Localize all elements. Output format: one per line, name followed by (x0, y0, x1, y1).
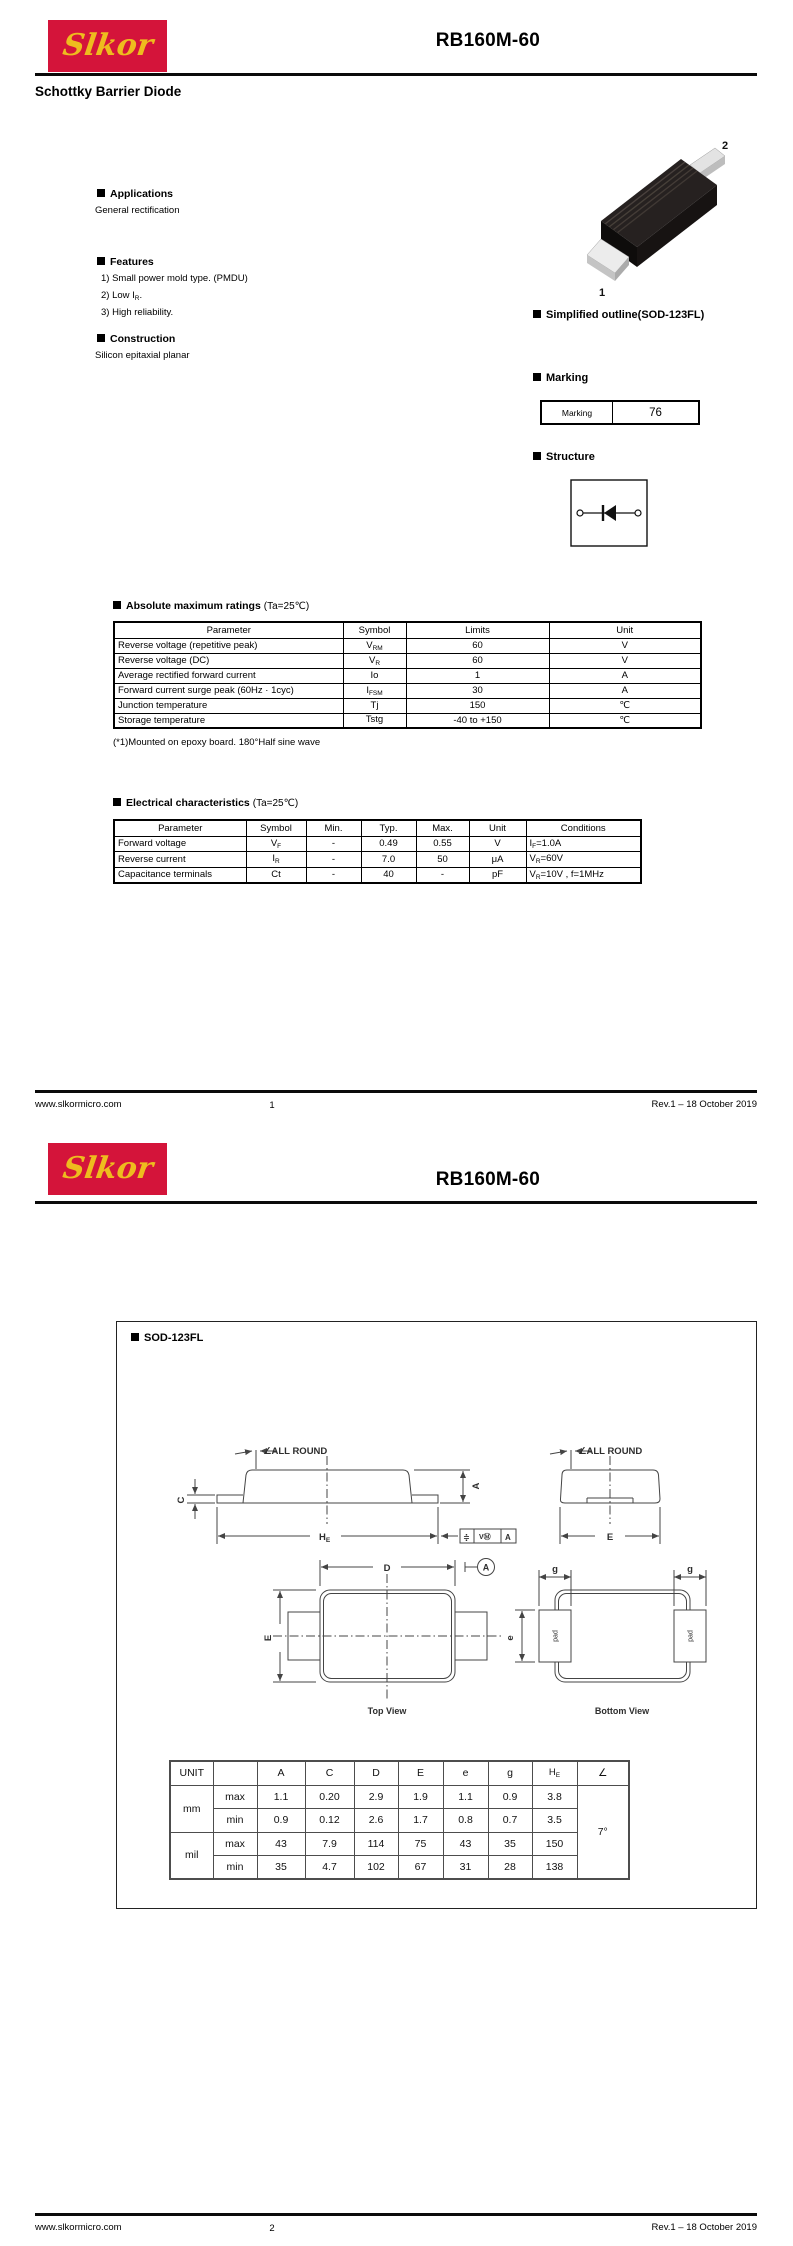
dimension-table (169, 1760, 630, 1880)
value-cell: 43 (443, 1832, 488, 1856)
table-row (114, 638, 701, 653)
limits-cell: 60 (406, 638, 549, 653)
parameter-cell: Storage temperature (114, 713, 343, 728)
page-2 (0, 1123, 793, 2246)
applications-heading: Applications (97, 188, 173, 200)
angle-value-cell: 7° (577, 1785, 629, 1879)
table-header-row (170, 1761, 629, 1785)
col-symbol: Symbol (246, 820, 306, 836)
elec-condition: (Ta=25℃) (252, 798, 299, 809)
blank-header (213, 1761, 257, 1785)
col-g: g (488, 1761, 532, 1785)
fcf-datum: A (505, 1533, 511, 1542)
col-angle: ∠ (577, 1761, 629, 1785)
value-cell: 1.1 (443, 1785, 488, 1809)
elec-table (113, 819, 642, 884)
table-row (114, 683, 701, 698)
section-bullet (533, 452, 541, 460)
value-cell: 1.1 (257, 1785, 305, 1809)
table-row (114, 713, 701, 728)
symbol-cell: $I_{FSM}$ (343, 683, 406, 698)
conditions-cell: $V_R=60V$ (526, 852, 641, 868)
value-cell: 0.12 (305, 1809, 354, 1833)
feature-item-1: 1) Small power mold type. (PMDU) (101, 273, 248, 284)
table-row (114, 852, 641, 868)
feature-item-3: 3) High reliability. (101, 307, 174, 318)
top-view-caption: Top View (367, 1706, 407, 1716)
value-cell: 150 (532, 1832, 577, 1856)
limits-cell: 30 (406, 683, 549, 698)
symbol-cell: Tj (343, 698, 406, 713)
value-cell: 138 (532, 1856, 577, 1880)
elec-heading: Electrical characteristics (Ta=25℃) (113, 797, 298, 809)
marking-heading: Marking (533, 372, 588, 384)
min-label-cell: min (213, 1809, 257, 1833)
unit-cell: V (549, 638, 701, 653)
fcf-tolerance: VⓂ (479, 1534, 491, 1541)
brand-logo-text: Slkor (60, 28, 155, 63)
symbol-cell: Tstg (343, 713, 406, 728)
brand-logo (48, 1143, 167, 1195)
dim-g-label: g (687, 1564, 693, 1575)
value-cell: 67 (398, 1856, 443, 1880)
value-cell: 0.7 (488, 1809, 532, 1833)
min-label-cell: min (213, 1856, 257, 1880)
all-round-note: ∠ALL ROUND (578, 1446, 643, 1457)
unit-cell: V (469, 836, 526, 852)
max-label-cell: max (213, 1785, 257, 1809)
section-bullet (97, 189, 105, 197)
value-cell: 28 (488, 1856, 532, 1880)
package-photo (583, 133, 733, 303)
section-bullet (97, 257, 105, 265)
document-subtitle: Schottky Barrier Diode (35, 84, 182, 99)
marking-value-cell: 76 (613, 401, 700, 424)
parameter-cell: Junction temperature (114, 698, 343, 713)
construction-body: Silicon epitaxial planar (95, 350, 190, 361)
value-cell: 3.8 (532, 1785, 577, 1809)
value-cell: 2.9 (354, 1785, 398, 1809)
max-cell: - (416, 867, 469, 883)
col-A: A (257, 1761, 305, 1785)
revision-date: Rev.1 – 18 October 2019 (651, 1099, 757, 1110)
limits-cell: 150 (406, 698, 549, 713)
value-cell: 35 (257, 1856, 305, 1880)
table-header-row (114, 820, 641, 836)
table-row (114, 653, 701, 668)
table-header-row (114, 622, 701, 638)
col-E: E (398, 1761, 443, 1785)
footer-website: www.slkormicro.com (35, 1099, 122, 1110)
section-bullet (131, 1333, 139, 1341)
section-bullet (533, 310, 541, 318)
value-cell: 1.9 (398, 1785, 443, 1809)
symbol-cell: $V_{RM}$ (343, 638, 406, 653)
value-cell: 0.8 (443, 1809, 488, 1833)
features-heading: Features (97, 256, 154, 268)
symbol-cell: Io (343, 668, 406, 683)
page-number: 2 (269, 2223, 275, 2234)
min-cell: - (306, 867, 361, 883)
parameter-cell: Reverse current (114, 852, 246, 868)
package-dimension-drawing (125, 1422, 745, 1732)
dim-E-side-label: E (606, 1532, 614, 1543)
parameter-cell: Reverse voltage (DC) (114, 653, 343, 668)
unit-header: UNIT (170, 1761, 213, 1785)
min-cell: - (306, 836, 361, 852)
part-number-title: RB160M-60 (435, 1169, 540, 1190)
col-D: D (354, 1761, 398, 1785)
dim-A-label: A (471, 1482, 482, 1490)
package-name-heading: SOD-123FL (131, 1332, 203, 1344)
bottom-view-caption: Bottom View (594, 1706, 650, 1716)
footer-website: www.slkormicro.com (35, 2222, 122, 2233)
abs-max-condition: (Ta=25℃) (263, 601, 310, 612)
footer-rule (35, 1090, 757, 1093)
value-cell: 7.9 (305, 1832, 354, 1856)
pin-1-label: 1 (599, 287, 606, 299)
marking-table (540, 400, 700, 425)
col-max: Max. (416, 820, 469, 836)
dim-HE-label: HE (319, 1532, 331, 1544)
footer-rule (35, 2213, 757, 2216)
revision-date: Rev.1 – 18 October 2019 (651, 2222, 757, 2233)
table-row (170, 1856, 629, 1880)
table-row (170, 1832, 629, 1856)
abs-max-table (113, 621, 702, 729)
unit-cell: ℃ (549, 698, 701, 713)
unit-cell: pF (469, 867, 526, 883)
dim-E-top-label: E (263, 1634, 274, 1642)
value-cell: 31 (443, 1856, 488, 1880)
value-cell: 75 (398, 1832, 443, 1856)
feature-item-2: 2) Low $I_R$. (101, 290, 143, 302)
diode-symbol (577, 505, 641, 521)
value-cell: 1.7 (398, 1809, 443, 1833)
value-cell: 43 (257, 1832, 305, 1856)
limits-cell: -40 to +150 (406, 713, 549, 728)
typ-cell: 7.0 (361, 852, 416, 868)
dim-e-label: e (505, 1635, 516, 1641)
abs-max-footnote: (*1)Mounted on epoxy board. 180°Half sine wave (113, 737, 321, 748)
dim-C-label: C (176, 1496, 187, 1504)
structure-diagram (570, 479, 648, 547)
unit-cell: ℃ (549, 713, 701, 728)
unit-cell: A (549, 668, 701, 683)
header-rule (35, 73, 757, 76)
col-unit: Unit (549, 622, 701, 638)
typ-cell: 40 (361, 867, 416, 883)
value-cell: 102 (354, 1856, 398, 1880)
col-C: C (305, 1761, 354, 1785)
structure-heading: Structure (533, 451, 595, 463)
col-parameter: Parameter (114, 622, 343, 638)
value-cell: 2.6 (354, 1809, 398, 1833)
conditions-cell: $V_R=10V$ , f=1MHz (526, 867, 641, 883)
col-HE: $H_E$ (532, 1761, 577, 1785)
unit-mil-cell: mil (170, 1832, 213, 1879)
unit-cell: A (549, 683, 701, 698)
col-parameter: Parameter (114, 820, 246, 836)
max-cell: 0.55 (416, 836, 469, 852)
page-number: 1 (269, 1100, 275, 1111)
part-number-title: RB160M-60 (435, 30, 540, 51)
outline-caption: Simplified outline(SOD-123FL) (533, 309, 704, 321)
value-cell: 0.9 (257, 1809, 305, 1833)
conditions-cell: $I_F=1.0A$ (526, 836, 641, 852)
applications-body: General rectification (95, 205, 180, 216)
brand-logo-text: Slkor (60, 1151, 155, 1186)
parameter-cell: Reverse voltage (repetitive peak) (114, 638, 343, 653)
table-row (170, 1785, 629, 1809)
parameter-cell: Forward voltage (114, 836, 246, 852)
header-rule (35, 1201, 757, 1204)
symbol-cell: Ct (246, 867, 306, 883)
parameter-cell: Average rectified forward current (114, 668, 343, 683)
datum-A-label: A (482, 1562, 490, 1573)
fcf-symbol: ≑ (463, 1533, 470, 1542)
unit-mm-cell: mm (170, 1785, 213, 1832)
limits-cell: 1 (406, 668, 549, 683)
col-e: e (443, 1761, 488, 1785)
table-row (114, 698, 701, 713)
pin-2-label: 2 (722, 140, 729, 152)
value-cell: 0.9 (488, 1785, 532, 1809)
table-row (114, 836, 641, 852)
col-limits: Limits (406, 622, 549, 638)
symbol-cell: $V_F$ (246, 836, 306, 852)
col-symbol: Symbol (343, 622, 406, 638)
marking-label-cell: Marking (541, 401, 613, 424)
section-bullet (113, 601, 121, 609)
col-conditions: Conditions (526, 820, 641, 836)
table-row (114, 867, 641, 883)
pad-label: pad (687, 1630, 695, 1642)
dim-D-label: D (383, 1563, 391, 1574)
table-row (541, 401, 699, 424)
max-label-cell: max (213, 1832, 257, 1856)
typ-cell: 0.49 (361, 836, 416, 852)
table-row (114, 668, 701, 683)
col-unit: Unit (469, 820, 526, 836)
unit-cell: V (549, 653, 701, 668)
dim-g-label: g (552, 1564, 558, 1575)
symbol-cell: $V_R$ (343, 653, 406, 668)
brand-logo (48, 20, 167, 72)
symbol-cell: $I_R$ (246, 852, 306, 868)
value-cell: 3.5 (532, 1809, 577, 1833)
value-cell: 0.20 (305, 1785, 354, 1809)
package-outline-box (116, 1321, 757, 1909)
abs-max-heading: Absolute maximum ratings (Ta=25℃) (113, 600, 309, 612)
construction-heading: Construction (97, 333, 175, 345)
value-cell: 35 (488, 1832, 532, 1856)
section-bullet (97, 334, 105, 342)
unit-cell: μA (469, 852, 526, 868)
limits-cell: 60 (406, 653, 549, 668)
value-cell: 114 (354, 1832, 398, 1856)
all-round-note: ∠ALL ROUND (263, 1446, 328, 1457)
col-min: Min. (306, 820, 361, 836)
min-cell: - (306, 852, 361, 868)
col-typ: Typ. (361, 820, 416, 836)
table-row (170, 1809, 629, 1833)
value-cell: 4.7 (305, 1856, 354, 1880)
section-bullet (113, 798, 121, 806)
parameter-cell: Capacitance terminals (114, 867, 246, 883)
pad-label: pad (552, 1630, 560, 1642)
max-cell: 50 (416, 852, 469, 868)
section-bullet (533, 373, 541, 381)
parameter-cell: Forward current surge peak (60Hz · 1cyc) (114, 683, 343, 698)
